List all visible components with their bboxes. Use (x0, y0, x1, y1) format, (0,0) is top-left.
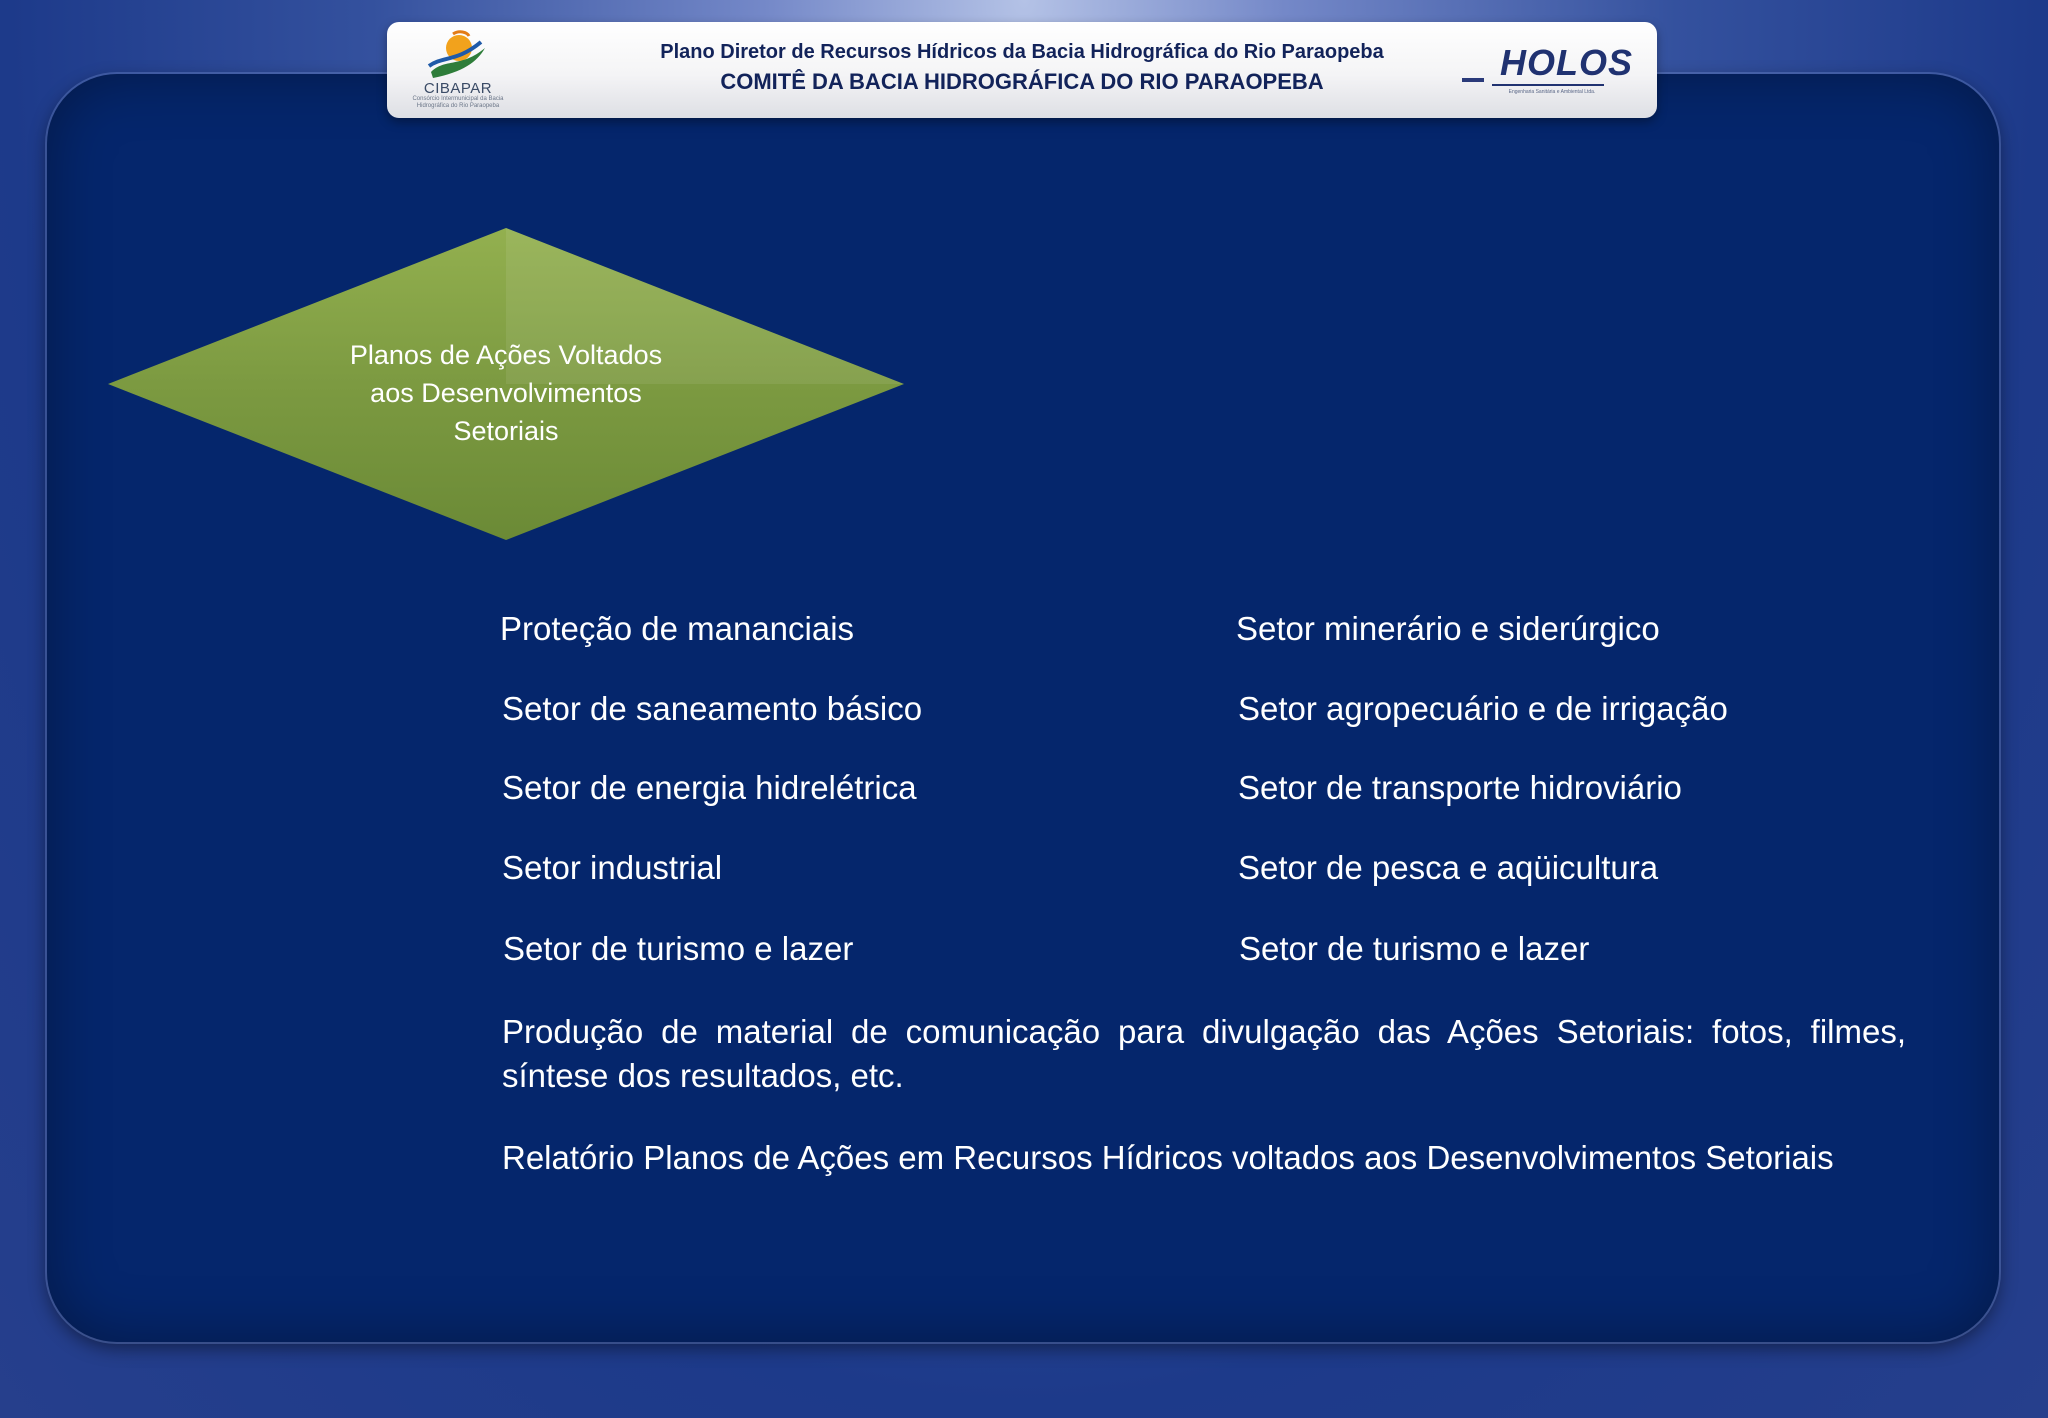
diamond-shape (108, 228, 904, 540)
diamond-label-line3: Setoriais (453, 416, 559, 446)
list-item-agropecuario: Setor agropecuário e de irrigação (1238, 690, 1728, 727)
cibapar-logo-subtitle: Consórcio Intermunicipal da Bacia Hidrográfica do Rio Paraopeba (412, 96, 504, 109)
holos-logo-underline (1492, 84, 1604, 86)
list-item-turismo-left: Setor de turismo e lazer (503, 930, 854, 967)
list-item-pesca: Setor de pesca e aqüicultura (1238, 849, 1659, 886)
list-item-industrial: Setor industrial (502, 849, 723, 886)
paragraph-relatorio: Relatório Planos de Ações em Recursos Hídricos voltados aos Desenvolvimentos Setoriais (502, 1139, 1834, 1176)
list-item-minerario: Setor minerário e siderúrgico (1236, 610, 1660, 647)
list-item-turismo-right: Setor de turismo e lazer (1239, 930, 1590, 967)
header-title-line1: Plano Diretor de Recursos Hídricos da Bacia Hidrográfica do Rio Paraopeba (660, 41, 1384, 63)
cibapar-logo-text: CIBAPAR (423, 80, 493, 97)
header-title-line2: COMITÊ DA BACIA HIDROGRÁFICA DO RIO PARAOPEBA (720, 69, 1324, 94)
list-item-energia: Setor de energia hidrelétrica (502, 769, 917, 806)
holos-logo-text: HOLOS (1500, 42, 1634, 83)
list-item-transporte: Setor de transporte hidroviário (1238, 769, 1682, 806)
header-bar (387, 22, 1657, 118)
diamond-label-line1: Planos de Ações Voltados (349, 340, 663, 370)
diamond-label-line2: aos Desenvolvimentos (370, 378, 642, 408)
holos-logo-subtitle: Engenharia Sanitária e Ambiental Ltda. (1508, 89, 1596, 95)
list-item-protecao: Proteção de mananciais (500, 610, 855, 647)
diamond-label (306, 336, 706, 450)
list-item-saneamento: Setor de saneamento básico (502, 690, 923, 727)
holos-logo-dash (1462, 78, 1484, 82)
paragraph-producao: Produção de material de comunicação para divulgação das Ações Setoriais: fotos, filmes, síntese dos resultados, etc. (502, 1013, 1906, 1094)
holos-logo (1462, 42, 1634, 100)
